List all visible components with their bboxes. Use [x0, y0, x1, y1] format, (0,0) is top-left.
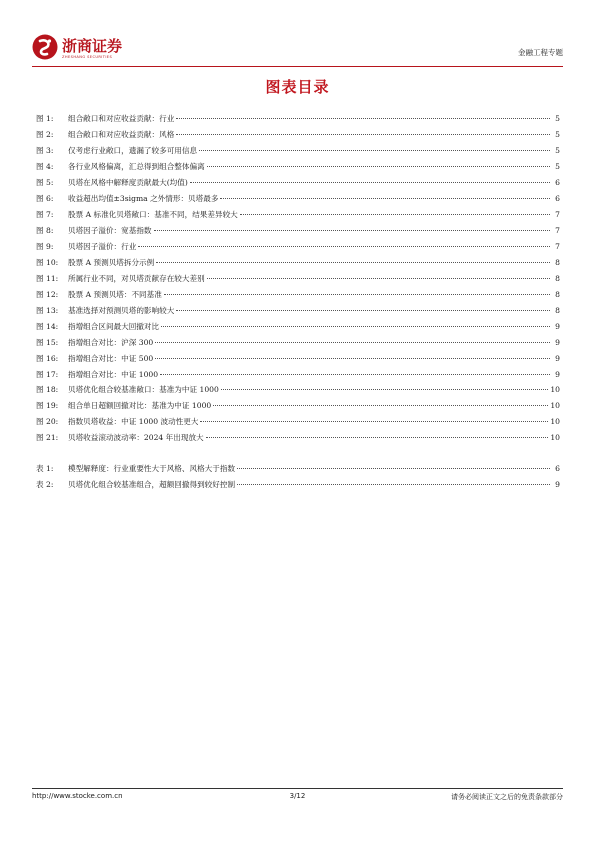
entry-label: 图 9: [36, 241, 54, 251]
entry-page-number: 8 [555, 289, 560, 299]
entry-title: 组合单日超额回撤对比：基准为中证 1000 [68, 401, 212, 411]
dot-leader [161, 326, 550, 327]
figure-entry[interactable] [36, 414, 560, 430]
entry-label: 图 21: [36, 433, 59, 443]
header-divider [32, 66, 563, 67]
figure-entry[interactable] [36, 159, 560, 175]
entry-page-number: 7 [555, 209, 560, 219]
entry-title: 仅考虑行业敞口，遗漏了较多可用信息 [68, 145, 198, 155]
entry-title: 股票 A 预测贝塔：不同基准 [68, 289, 162, 299]
entry-label: 图 3: [36, 145, 54, 155]
dot-leader [220, 198, 550, 199]
entry-title: 组合敞口和对应收益贡献：风格 [68, 129, 175, 139]
dot-leader [207, 166, 550, 167]
dot-leader [213, 405, 548, 406]
footer-divider [32, 788, 563, 789]
entry-page-number: 10 [550, 385, 560, 395]
entry-page-number: 5 [555, 161, 560, 171]
figure-entry[interactable] [36, 111, 560, 127]
dot-leader [155, 342, 550, 343]
figure-list [36, 111, 560, 446]
entry-label: 表 1: [36, 464, 54, 473]
dot-leader [207, 278, 550, 279]
entry-label: 图 18: [36, 385, 59, 395]
table-list [36, 461, 560, 493]
page-number: 3/12 [289, 792, 306, 800]
figure-entry[interactable] [36, 143, 560, 159]
entry-label: 图 19: [36, 401, 59, 411]
entry-label: 图 11: [36, 273, 59, 283]
entry-label: 图 16: [36, 353, 59, 363]
dot-leader [190, 182, 550, 183]
entry-title: 贝塔因子溢价：宽基指数 [68, 225, 152, 235]
entry-page-number: 8 [555, 257, 560, 267]
company-logo [32, 34, 162, 64]
entry-page-number: 10 [550, 433, 560, 443]
logo-chinese-name: 浙商证券 [62, 37, 123, 55]
page-title: 图表目录 [265, 78, 330, 96]
figure-entry[interactable] [36, 239, 560, 255]
entry-page-number: 5 [555, 114, 560, 123]
report-type: 金融工程专题 [518, 48, 563, 57]
figure-entry[interactable] [36, 191, 560, 207]
page-footer [32, 792, 563, 806]
disclaimer-note: 请务必阅读正文之后的免责条款部分 [451, 793, 563, 801]
dot-leader [156, 262, 550, 263]
dot-leader [160, 374, 550, 375]
entry-page-number: 9 [555, 369, 560, 379]
figure-entry[interactable] [36, 382, 560, 398]
entry-page-number: 6 [555, 193, 560, 203]
dot-leader [154, 230, 550, 231]
entry-page-number: 6 [555, 464, 560, 473]
dot-leader [155, 358, 550, 359]
table-entry[interactable] [36, 461, 560, 477]
entry-page-number: 6 [555, 177, 560, 187]
entry-page-number: 5 [555, 129, 560, 139]
entry-page-number: 7 [555, 225, 560, 235]
entry-label: 图 7: [36, 209, 54, 219]
entry-page-number: 9 [555, 353, 560, 363]
entry-title: 收益超出均值±3sigma 之外情形：贝塔最多 [68, 193, 219, 203]
entry-page-number: 5 [555, 145, 560, 155]
entry-label: 图 12: [36, 289, 59, 299]
entry-title: 股票 A 标准化贝塔敞口：基准不同，结果差异较大 [68, 209, 238, 219]
entry-title: 贝塔优化组合较基准组合，超额回撤得到较好控制 [68, 479, 236, 489]
entry-title: 各行业风格偏离，汇总得到组合整体偏离 [68, 161, 205, 171]
zheshang-logo-icon [32, 34, 58, 60]
dot-leader [138, 246, 550, 247]
entry-label: 图 20: [36, 417, 59, 427]
figure-entry[interactable] [36, 287, 560, 303]
website-link[interactable]: http://www.stocke.com.cn [32, 792, 123, 800]
dot-leader [176, 118, 550, 119]
entry-page-number: 10 [550, 401, 560, 411]
entry-page-number: 10 [550, 417, 560, 427]
figure-entry[interactable] [36, 430, 560, 446]
dot-leader [240, 214, 550, 215]
dot-leader [200, 421, 548, 422]
entry-title: 指增组合区间最大回撤对比 [68, 321, 160, 331]
dot-leader [221, 389, 548, 390]
logo-english-name: ZHESHANG SECURITIES [62, 55, 113, 59]
entry-label: 图 2: [36, 129, 54, 139]
dot-leader [206, 437, 549, 438]
entry-label: 图 5: [36, 177, 54, 187]
entry-page-number: 9 [555, 337, 560, 347]
dot-leader [176, 134, 550, 135]
dot-leader [237, 484, 550, 485]
page-header [32, 30, 563, 66]
entry-title: 指增组合对比：中证 1000 [68, 369, 159, 379]
entry-title: 股票 A 预测贝塔拆分示例 [68, 257, 155, 267]
entry-page-number: 7 [555, 241, 560, 251]
entry-page-number: 9 [555, 479, 560, 489]
figure-entry[interactable] [36, 255, 560, 271]
entry-label: 图 13: [36, 305, 59, 315]
entry-page-number: 8 [555, 305, 560, 315]
dot-leader [199, 150, 550, 151]
entry-label: 图 4: [36, 161, 54, 171]
figure-entry[interactable] [36, 351, 560, 367]
entry-label: 表 2: [36, 479, 54, 489]
entry-title: 组合敞口和对应收益贡献：行业 [68, 114, 175, 123]
entry-title: 贝塔因子溢价：行业 [68, 241, 137, 251]
entry-title: 所属行业不同，对贝塔贡献存在较大差别 [68, 273, 205, 283]
dot-leader [176, 310, 550, 311]
entry-title: 指增组合对比：中证 500 [68, 353, 154, 363]
figure-entry[interactable] [36, 127, 560, 143]
entry-label: 图 6: [36, 193, 54, 203]
figure-entry[interactable] [36, 207, 560, 223]
entry-label: 图 15: [36, 337, 59, 347]
figure-entry[interactable] [36, 367, 560, 383]
dot-leader [164, 294, 550, 295]
entry-label: 图 17: [36, 369, 59, 379]
figure-entry[interactable] [36, 223, 560, 239]
entry-label: 图 14: [36, 321, 59, 331]
entry-page-number: 8 [555, 273, 560, 283]
figure-entry[interactable] [36, 303, 560, 319]
entry-title: 指数贝塔收益：中证 1000 波动性更大 [68, 417, 199, 427]
figure-entry[interactable] [36, 398, 560, 414]
figure-entry[interactable] [36, 175, 560, 191]
entry-title: 贝塔在风格中解释度贡献最大(均值) [68, 177, 188, 187]
entry-title: 贝塔优化组合较基准敞口：基准为中证 1000 [68, 385, 219, 395]
entry-label: 图 10: [36, 257, 59, 267]
entry-title: 指增组合对比：沪深 300 [68, 337, 154, 347]
entry-title: 模型解释度：行业重要性大于风格、风格大于指数 [68, 464, 236, 473]
table-entry[interactable] [36, 477, 560, 493]
entry-label: 图 1: [36, 114, 54, 123]
entry-title: 基准选择对预测贝塔的影响较大 [68, 305, 175, 315]
figure-entry[interactable] [36, 319, 560, 335]
figure-entry[interactable] [36, 271, 560, 287]
dot-leader [237, 468, 550, 469]
entry-page-number: 9 [555, 321, 560, 331]
figure-entry[interactable] [36, 335, 560, 351]
entry-label: 图 8: [36, 225, 54, 235]
entry-title: 贝塔收益滚动波动率：2024 年出现放大 [68, 433, 204, 443]
